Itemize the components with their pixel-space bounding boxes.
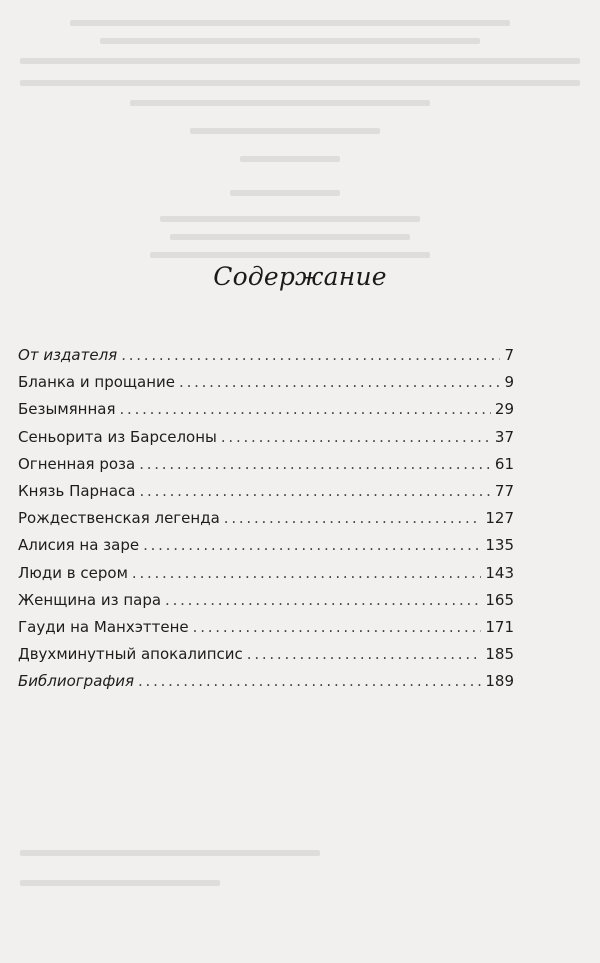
dot-leader bbox=[132, 564, 481, 582]
toc-entry-page-number: 143 bbox=[485, 563, 514, 582]
toc-entry bbox=[18, 400, 514, 427]
toc-entry bbox=[18, 618, 514, 645]
dot-leader bbox=[179, 373, 500, 391]
dot-leader bbox=[247, 645, 482, 663]
toc-entry-title: От издателя bbox=[18, 346, 118, 364]
toc-entry bbox=[18, 373, 514, 400]
dot-leader bbox=[121, 346, 500, 364]
toc-entry-page-number: 9 bbox=[504, 373, 514, 392]
toc-entry-page-number: 171 bbox=[485, 617, 514, 636]
toc-entry-page-number: 61 bbox=[494, 454, 514, 473]
dot-leader bbox=[193, 618, 482, 636]
dot-leader bbox=[221, 428, 491, 446]
toc-entry-title: Алисия на заре bbox=[18, 536, 140, 555]
toc-entry-page-number: 135 bbox=[485, 536, 514, 555]
dot-leader bbox=[143, 536, 481, 554]
toc-entry-page-number: 127 bbox=[485, 509, 514, 528]
toc-entry-title: Князь Парнаса bbox=[18, 481, 136, 500]
page-title: Содержание bbox=[213, 262, 387, 291]
toc-entry-title: Двухминутный апокалипсис bbox=[18, 645, 243, 664]
toc-entry-title: Библиография bbox=[18, 672, 134, 691]
toc-entry-page-number: 189 bbox=[485, 672, 514, 691]
toc-entry-page-number: 77 bbox=[494, 481, 514, 500]
toc-entry-page-number: 29 bbox=[494, 400, 514, 419]
toc-entry-title: Сеньорита из Барселоны bbox=[18, 427, 217, 446]
toc-entry-title: Огненная роза bbox=[18, 454, 136, 473]
toc-entry-page-number: 7 bbox=[504, 346, 514, 364]
toc-entry bbox=[18, 536, 514, 563]
toc-entry bbox=[18, 455, 514, 482]
dot-leader bbox=[138, 672, 481, 690]
toc-entry-title: Безымянная bbox=[18, 400, 116, 419]
toc-entry bbox=[18, 509, 514, 536]
toc-entry bbox=[18, 428, 514, 455]
table-of-contents bbox=[18, 346, 514, 699]
toc-entry-page-number: 37 bbox=[494, 427, 514, 446]
dot-leader bbox=[140, 482, 491, 500]
toc-entry bbox=[18, 564, 514, 591]
toc-entry-title: Бланка и прощание bbox=[18, 373, 176, 392]
toc-entry-title: Женщина из пара bbox=[18, 590, 162, 609]
dot-leader bbox=[165, 591, 481, 609]
toc-entry-page-number: 185 bbox=[485, 645, 514, 664]
toc-entry-title: Гауди на Манхэттене bbox=[18, 617, 189, 636]
toc-entry-page-number: 165 bbox=[485, 590, 514, 609]
toc-entry bbox=[18, 482, 514, 509]
dot-leader bbox=[120, 400, 491, 418]
toc-entry-title: Рождественская легенда bbox=[18, 509, 220, 528]
toc-entry bbox=[18, 645, 514, 672]
toc-entry bbox=[18, 672, 514, 699]
dot-leader bbox=[139, 455, 491, 473]
toc-entry bbox=[18, 591, 514, 618]
toc-entry bbox=[18, 346, 514, 373]
toc-entry-title: Люди в сером bbox=[18, 563, 128, 582]
dot-leader bbox=[224, 509, 482, 527]
